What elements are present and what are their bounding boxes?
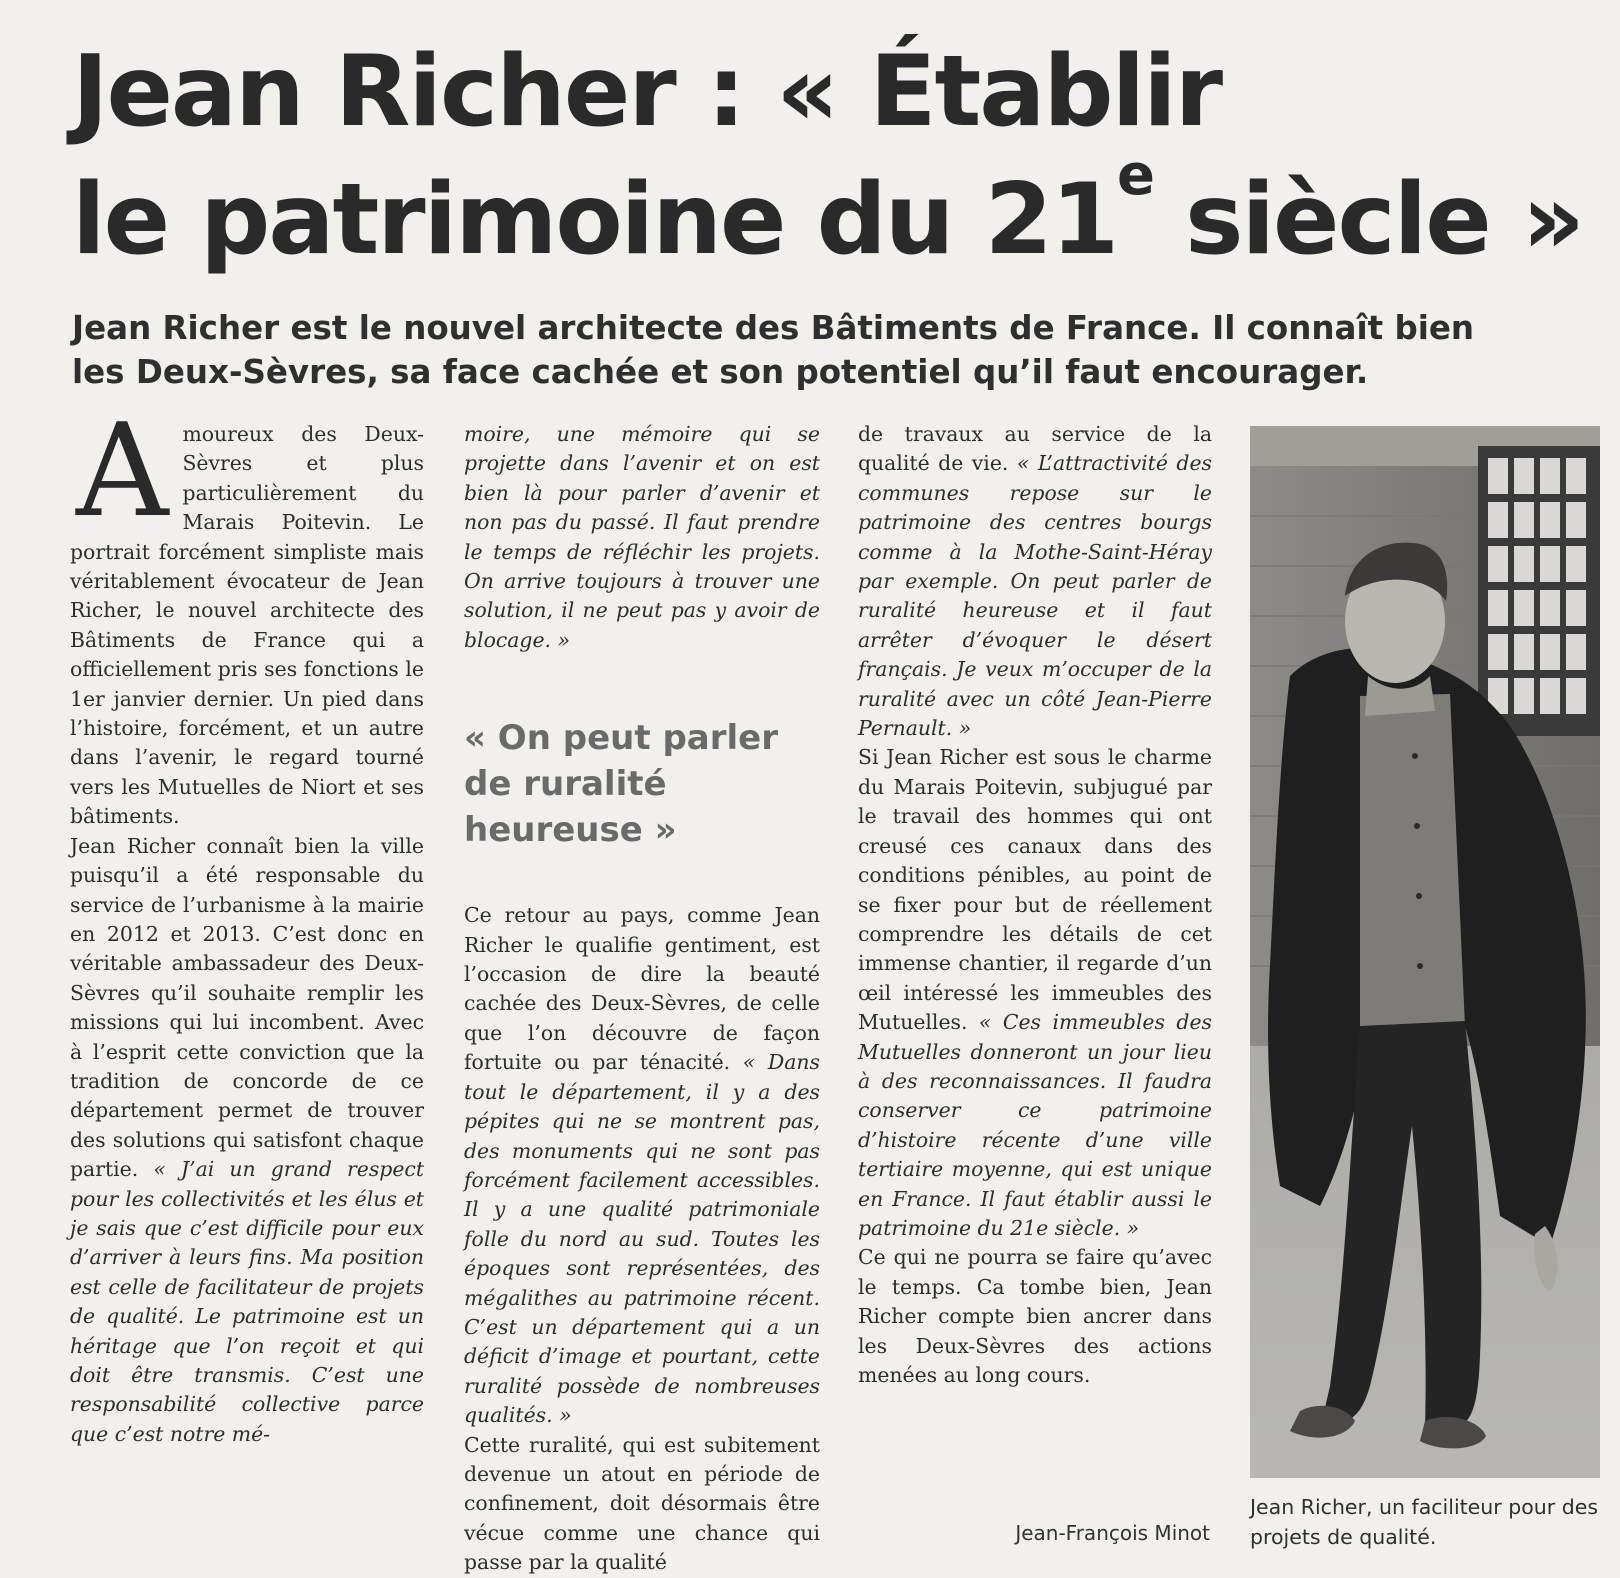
subheadline — [72, 306, 1582, 394]
paragraph-memory-quote-text: moire, une mémoire qui se projette dans l’avenir et on est bien là pour parler d’avenir et non pas du passé. Il faut prendre le temps de réfléchir les projets. On arrive toujours à trouver une solution, il ne peut pas y avoir de blocage. » — [464, 422, 820, 652]
article-column-1 — [70, 397, 425, 1449]
subheadline-line-1: Jean Richer est le nouvel architecte des Bâtiments de France. Il connaît bien — [72, 309, 1475, 347]
paragraph-quality-of-life-quote: « L’attractivité des communes repose sur le patrimoine des centres bourgs comme à la Mothe-Saint-Héray par exemple. On peut parler de ruralité heureuse et il faut arrêter d’évoquer le désert français. Je veux m’occuper de la ruralité avec un côté Jean-Pierre Pernault. » — [858, 451, 1212, 741]
headline-line-2-start: le patrimoine du 21 — [72, 163, 1118, 277]
paragraph-intro — [70, 397, 424, 832]
paragraph-quality-of-life-text: de travaux au service de la qualité de vie. — [858, 422, 1212, 476]
article-column-2 — [464, 420, 820, 1578]
drop-cap: A — [76, 397, 169, 546]
paragraph-career-text: Jean Richer connaît bien la ville puisqu’il a été responsable du service de l’urbanisme à la mairie en 2012 et 2013. C’est donc en véritable ambassadeur des Deux-Sèvres qu’il souhaite remplir les missions qui lui incombent. Avec à l’esprit cette conviction que la tradition de concorde de ce département permet de trouver des solutions qui satisfont chaque partie. — [70, 833, 424, 1182]
headline — [72, 28, 1592, 284]
paragraph-marais — [858, 743, 1212, 1243]
paragraph-marais-text: Si Jean Richer est sous le charme du Marais Poitevin, subjugué par le travail des hommes qui ont creusé ces canaux dans des conditions pénibles, au point de se fixer pour but de réellement comprendre les détails de cet immense chantier, il regarde d’un œil intéressé les immeubles des Mutuelles. — [858, 745, 1212, 1035]
paragraph-intro-text: moureux des Deux-Sèvres et plus particulièrement du Marais Poitevin. Le portrait forcément simpliste mais véritablement évocateur de Jean Richer, le nouvel architecte des Bâtiments de France qui a officiellement pris ses fonctions le 1er janvier dernier. Un pied dans l’histoire, forcément, et un autre dans l’avenir, le regard tourné vers les Mutuelles de Niort et ses bâtiments. — [70, 422, 424, 829]
photo-caption: Jean Richer, un faciliteur pour des projets de qualité. — [1250, 1495, 1599, 1549]
paragraph-career — [70, 832, 424, 1450]
article-column-3 — [858, 420, 1212, 1390]
paragraph-rurality: Cette ruralité, qui est subitement devenue un atout en période de confinement, doit désormais être vécue comme une chance qui passe par la qualité — [464, 1432, 820, 1575]
paragraph-career-quote: « J’ai un grand respect pour les collectivités et les élus et je sais que c’est difficile pour eux d’arriver à leurs fins. Ma position est celle de facilitateur de projets de qualité. Le patrimoine est un héritage que l’on reçoit et qui doit être transmis. C’est une responsabilité collective parce que c’est notre mé- — [70, 1157, 425, 1446]
paragraph-return-text: Ce retour au pays, comme Jean Richer le qualifie gentiment, est l’occasion de dire la beauté cachée des Deux-Sèvres, de celle que l’on découvre de façon fortuite ou par ténacité. — [464, 903, 820, 1075]
paragraph-conclusion: Ce qui ne pourra se faire qu’avec le temps. Ca tombe bien, Jean Richer compte bien ancrer dans les Deux-Sèvres des actions menées au long cours. — [858, 1245, 1212, 1387]
subheadline-line-2: les Deux-Sèvres, sa face cachée et son potentiel qu’il faut encourager. — [72, 353, 1369, 391]
portrait-photo — [1250, 426, 1600, 1478]
headline-line-2 — [72, 143, 1584, 277]
headline-line-2-end: siècle » — [1153, 163, 1584, 277]
headline-line-1: Jean Richer : « Établir — [72, 35, 1222, 149]
pull-quote-heading: « On peut parler de ruralité heureuse » — [464, 718, 778, 851]
paragraph-memory-quote — [464, 420, 820, 655]
paragraph-marais-quote: « Ces immeubles des Mutuelles donneront un jour lieu à des reconnaissances. Il faudra conserver ce patrimoine d’histoire récente d’une ville tertiaire moyenne, qui est unique en France. Il faut établir aussi le patrimoine du 21e siècle. » — [858, 1010, 1212, 1240]
paragraph-quality-of-life — [858, 420, 1212, 743]
headline-superscript: e — [1117, 143, 1154, 208]
byline: Jean-François Minot — [1015, 1521, 1210, 1545]
paragraph-return — [464, 901, 820, 1430]
paragraph-return-quote: « Dans tout le département, il y a des pépites qui ne se montrent pas, des monuments qui ne sont pas forcément facilement accessibles. Il y a une qualité patrimoniale folle du nord au sud. Toutes les époques sont représentées, des mégalithes au patrimoine récent. C’est un département qui a un déficit d’image et pourtant, cette ruralité possède de nombreuses qualités. » — [464, 1050, 820, 1428]
portrait-photo-illustration — [1250, 426, 1600, 1478]
